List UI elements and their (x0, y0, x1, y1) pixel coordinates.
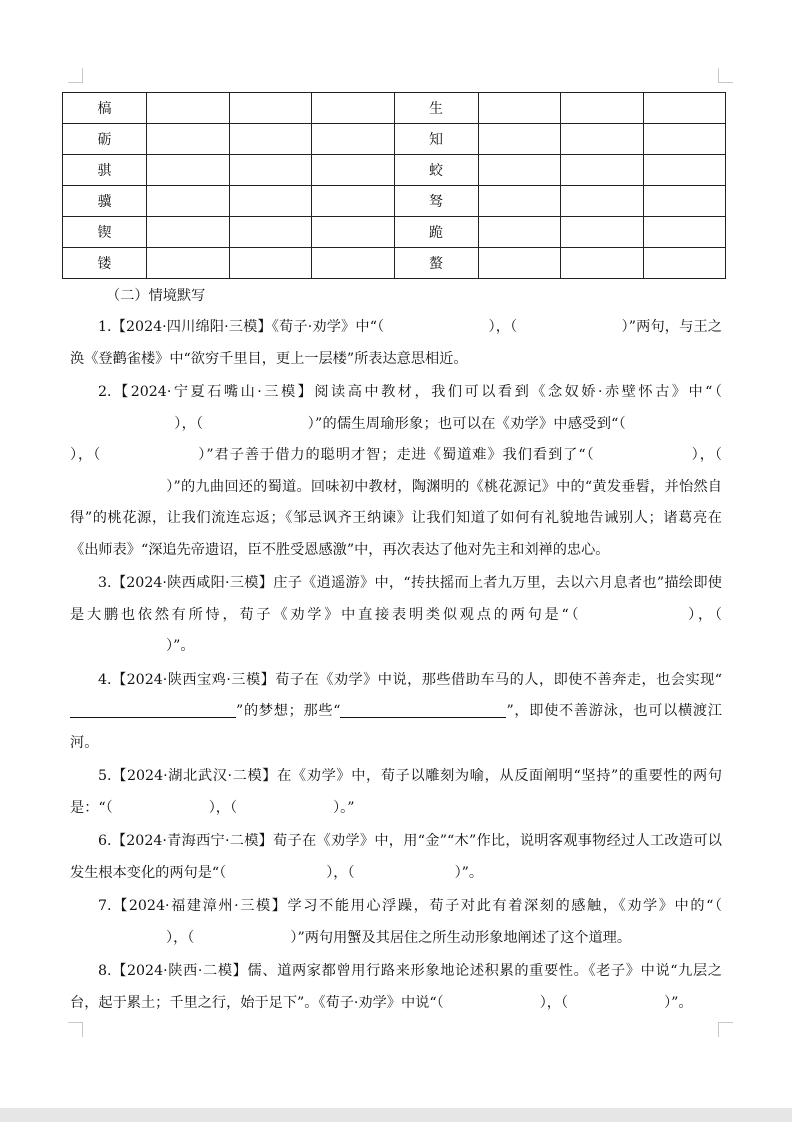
question-section (70, 282, 722, 1019)
question-text: ）”。 (166, 638, 195, 654)
table-cell-blank[interactable] (147, 93, 230, 124)
table-cell-blank[interactable] (478, 186, 561, 217)
table-cell-blank[interactable] (312, 124, 395, 155)
table-row (63, 93, 726, 124)
table-row (63, 248, 726, 279)
question-text: ），（ (174, 415, 204, 432)
table-cell-char: 跪 (394, 217, 478, 248)
question-text: ”，即使不善游泳，也可以横渡江河。 (70, 703, 722, 751)
table-cell-blank[interactable] (561, 124, 644, 155)
table-cell-blank[interactable] (643, 124, 726, 155)
question-text: ），（ (488, 319, 518, 335)
table-cell-blank[interactable] (229, 248, 312, 279)
table-cell-blank[interactable] (229, 124, 312, 155)
question-5 (70, 761, 722, 824)
table-cell-blank[interactable] (147, 124, 230, 155)
table-cell-blank[interactable] (147, 217, 230, 248)
table-cell-blank[interactable] (478, 248, 561, 279)
table-cell-char: 槁 (63, 93, 147, 124)
question-text: 5.【2024·湖北武汉·二模】在《劝学》中，荀子以雕刻为喻，从反面阐明“坚持”的重要性的两句是：“（ (70, 768, 722, 816)
table-cell-blank[interactable] (561, 93, 644, 124)
question-text: ），（ (539, 994, 569, 1011)
question-text: ）”两句，与王之涣《登鹳雀楼》中“欲穷千里目，更上一层楼”所表达意思相近。 (70, 319, 722, 367)
question-text: ），（ (326, 864, 355, 881)
table-cell-char: 驽 (394, 186, 478, 217)
table-cell-blank[interactable] (561, 155, 644, 186)
question-text: 2.【2024·宁夏石嘴山·三模】阅读高中教材，我们可以看到《念奴娇·赤壁怀古》中“（ (98, 384, 722, 400)
table-cell-blank[interactable] (561, 186, 644, 217)
table-cell-char: 蛟 (394, 155, 478, 186)
question-text: ）”的儒生周瑜形象；也可以在《劝学》中感受到“（ (307, 415, 626, 432)
table-cell-blank[interactable] (229, 217, 312, 248)
question-8 (70, 956, 722, 1019)
table-cell-blank[interactable] (312, 248, 395, 279)
table-cell-blank[interactable] (229, 186, 312, 217)
table-cell-blank[interactable] (147, 248, 230, 279)
table-cell-blank[interactable] (643, 155, 726, 186)
table-cell-char: 知 (394, 124, 478, 155)
question-text: 1.【2024·四川绵阳·三模】《荀子·劝学》中“（ (98, 319, 385, 335)
table-cell-blank[interactable] (643, 93, 726, 124)
question-6 (70, 826, 722, 889)
question-text: ），（ (166, 929, 195, 946)
table-row (63, 217, 726, 248)
table-cell-char: 砺 (63, 124, 147, 155)
table-row (63, 155, 726, 186)
question-text: ）。” (333, 799, 355, 816)
answer-line[interactable] (340, 703, 506, 718)
table-cell-blank[interactable] (478, 155, 561, 186)
question-text: ），（ (70, 447, 102, 463)
table-cell-char: 生 (394, 93, 478, 124)
table-cell-char: 镂 (63, 248, 147, 279)
table-cell-blank[interactable] (478, 124, 561, 155)
table-cell-blank[interactable] (643, 186, 726, 217)
question-text: ），（ (690, 447, 722, 463)
table-cell-blank[interactable] (229, 93, 312, 124)
question-text: ）”的九曲回还的蜀道。回味初中教材，陶渊明的《桃花源记》中的“黄发垂髫，并怡然自得”的桃花源，让我们流连忘返；《邹忌讽齐王纳谏》让我们知道了如何有礼貌地告诫别人；诸葛亮在《出师表》“深追先帝遗诏，臣不胜受恩感激”中，再次表达了他对先主和刘禅的忠心。 (70, 478, 722, 558)
table-cell-char: 骥 (63, 186, 147, 217)
character-table (62, 92, 726, 279)
question-text: 7.【2024·福建漳州·三模】学习不能用心浮躁，荀子对此有着深刻的感触，《劝学》中的“（ (98, 898, 722, 914)
page-corner-mark (718, 68, 733, 83)
table-cell-blank[interactable] (643, 217, 726, 248)
question-text: 8.【2024·陕西·二模】儒、道两家都曾用行路来形象地论述积累的重要性。《老子》中说“九层之台，起于累土；千里之行，始于足下”。《荀子·劝学》中说“（ (70, 963, 722, 1011)
table-cell-char: 骐 (63, 155, 147, 186)
question-3 (70, 568, 722, 663)
question-text: ）”。 (454, 864, 484, 881)
table-cell-char: 锲 (63, 217, 147, 248)
table-cell-blank[interactable] (312, 217, 395, 248)
question-text: 4.【2024·陕西宝鸡·三模】荀子在《劝学》中说，那些借助车马的人，即使不善奔走，也会实现“ (98, 671, 722, 688)
question-text: ），（ (208, 799, 238, 816)
question-2 (70, 377, 722, 566)
answer-line[interactable] (70, 703, 236, 718)
table-cell-blank[interactable] (312, 93, 395, 124)
table-cell-blank[interactable] (478, 93, 561, 124)
table-cell-blank[interactable] (147, 155, 230, 186)
question-text: ”的梦想；那些“ (236, 703, 341, 719)
question-text: ）”君子善于借力的聪明才智；走进《蜀道难》我们看到了“（ (197, 447, 595, 463)
table-cell-blank[interactable] (229, 155, 312, 186)
question-7 (70, 891, 722, 954)
table-cell-blank[interactable] (478, 217, 561, 248)
question-text: 6.【2024·青海西宁·二模】荀子在《劝学》中，用“金”“木”作比，说明客观事物经过人工改造可以发生根本变化的两句是“（ (70, 833, 722, 881)
page-corner-mark (68, 1022, 83, 1037)
page-corner-mark (718, 1022, 733, 1037)
table-cell-blank[interactable] (643, 248, 726, 279)
section-title: （二）情境默写 (106, 288, 206, 304)
table-cell-blank[interactable] (312, 155, 395, 186)
question-text: 3.【2024·陕西咸阳·三模】庄子《逍遥游》中，“抟扶摇而上者九万里，去以六月息者也”描绘即使是大鹏也依然有所恃，荀子《劝学》中直接表明类似观点的两句是“（ (70, 575, 722, 623)
question-1 (70, 312, 722, 375)
table-cell-blank[interactable] (147, 186, 230, 217)
question-text: ），（ (685, 606, 722, 623)
question-4 (70, 665, 722, 760)
question-text: ）”两句用蟹及其居住之所生动形象地阐述了这个道理。 (290, 929, 632, 946)
table-row (63, 124, 726, 155)
table-cell-blank[interactable] (561, 217, 644, 248)
table-row (63, 186, 726, 217)
table-cell-blank[interactable] (312, 186, 395, 217)
table-cell-char: 螯 (394, 248, 478, 279)
question-text: ）”。 (664, 994, 693, 1011)
table-cell-blank[interactable] (561, 248, 644, 279)
page-bottom-bar (0, 1108, 792, 1122)
page-corner-mark (68, 68, 83, 83)
